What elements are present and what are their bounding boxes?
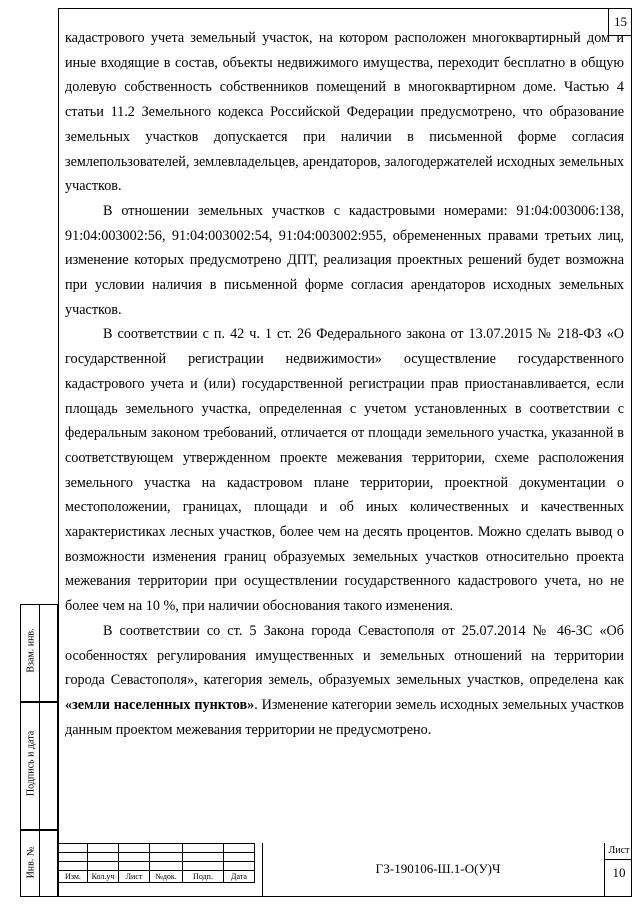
title-block <box>58 843 632 897</box>
side-label-vzam: Взам. инв. <box>25 628 37 673</box>
paragraph-text: В соответствии со ст. 5 Закона города Севастополя от 25.07.2014 № 46-ЗС «Об особенностях регулирования имущественных и земельных отношений на территории города Севастополя», категория земель, образуемых земельных участков, определена как <box>65 622 624 689</box>
side-box-inv <box>20 830 58 897</box>
paragraph-text: . Изменение категории земель исходных земельных участков данным проектом межевания территории не предусмотрено. <box>65 696 624 738</box>
sheet-number: 10 <box>612 865 626 880</box>
revision-header-cell: Кол.уч <box>88 871 119 883</box>
revision-header-cell: Дата <box>224 871 255 883</box>
paragraph <box>65 199 624 323</box>
revision-table <box>58 843 255 883</box>
paragraph <box>65 26 624 199</box>
side-box-vzam <box>20 604 58 702</box>
side-label-podpis: Подпись и дата <box>25 730 37 797</box>
paragraph-text: кадастрового учета земельный участок, на котором расположен многоквартирный дом и иные входящие в состав, объекты недвижимого имущества, переходит бесплатно в общую долевую собственность собственников помещений в многоквартирном доме. Частью 4 статьи 11.2 Земельного кодекса Российской Федерации предусмотрено, что образование земельных участков допускается при наличии в письменной форме согласия землепользователей, землевладельцев, арендаторов, залогодержателей исходных земельных участков. <box>65 30 624 195</box>
revision-header-cell: Изм. <box>59 871 88 883</box>
revision-header-row <box>59 871 255 883</box>
document-code: ГЗ-190106-Ш.1-О(У)Ч <box>375 861 501 876</box>
side-box-podpis <box>20 702 58 830</box>
paragraph <box>65 322 624 618</box>
revision-header-cell: Лист <box>119 871 150 883</box>
bold-text: «земли населенных пунктов» <box>65 696 255 713</box>
page-number: 15 <box>608 8 632 36</box>
revision-header-cell: Подп. <box>183 871 224 883</box>
sheet-label: Лист <box>608 845 630 856</box>
paragraph-text: В соответствии с п. 42 ч. 1 ст. 26 Федерального закона от 13.07.2015 № 218-ФЗ «О государственной регистрации недвижимости» осуществление государственного кадастрового учета и (или) государственной регистрации прав приостанавливается, если площадь земельного участка, определенная с учетом установленных в соответствии с федеральным законом требований, отличается от площади земельного участка, указанной в соответствующем утвержденном проекте межевания территории, схеме расположения земельного участка на кадастровом плане территории, проектной документации о местоположении, границах, площади и об иных количественных и качественных характеристиках лесных участков, более чем на десять процентов. Можно сделать вывод о возможности изменения границ образуемых земельных участков относительно проекта межевания территории при осуществлении государственного кадастрового учета, но не более чем на 10 %, при наличии обоснования такого изменения. <box>65 326 624 615</box>
side-label-inv: Инв. № <box>25 846 37 879</box>
paragraph <box>65 619 624 743</box>
paragraph-text: В отношении земельных участков с кадастровыми номерами: 91:04:003006:138, 91:04:003002:56, 91:04:003002:54, 91:04:003002:955, обремененных правами третьих лиц, изменение которых предусмотрено ДПТ, реализация проектных решений будет возможна при условии наличия в письменной форме согласия арендаторов исходных земельных участков. <box>65 202 624 318</box>
document-body <box>65 26 624 742</box>
revision-header-cell: №док. <box>150 871 183 883</box>
